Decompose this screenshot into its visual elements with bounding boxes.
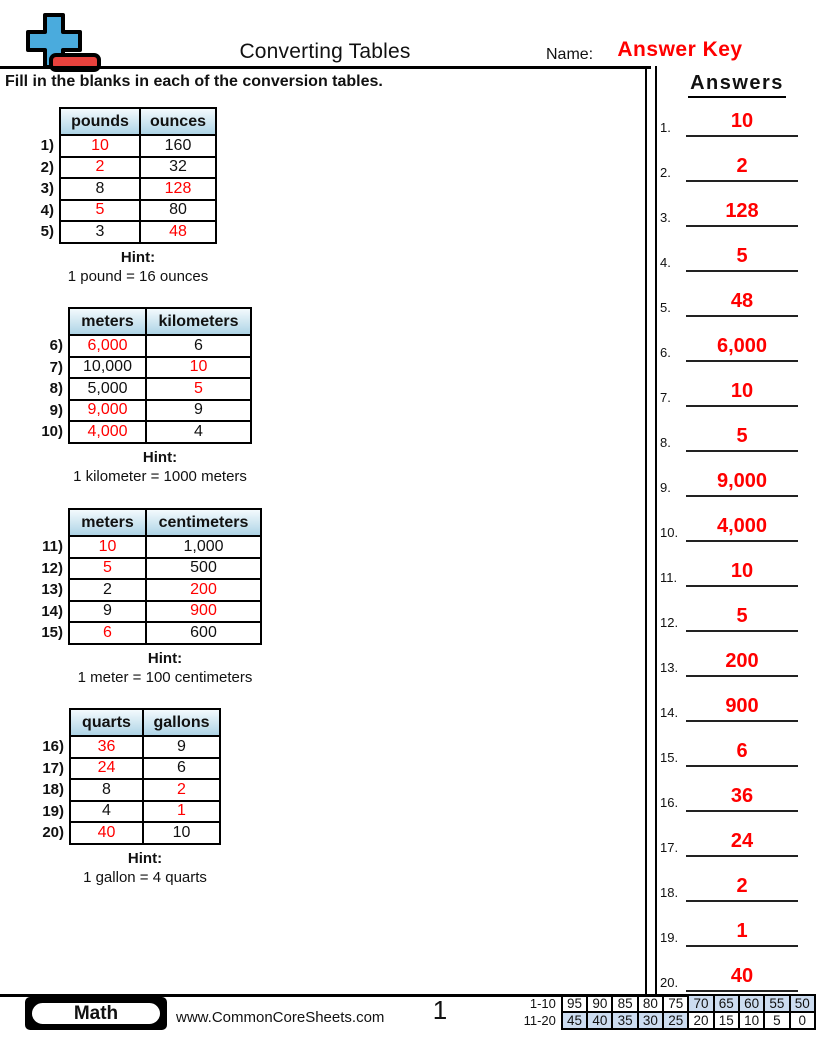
- table-row: [25, 579, 261, 601]
- table-cell: 128: [140, 178, 216, 200]
- table-cell: 80: [140, 200, 216, 222]
- score-cell: 75: [663, 995, 688, 1012]
- answer-number: 10.: [660, 525, 679, 540]
- table-row: [16, 157, 216, 179]
- answer-value: 5: [736, 245, 748, 267]
- score-cell: 0: [790, 1012, 815, 1029]
- table-cell: 32: [140, 157, 216, 179]
- table-cell: 24: [70, 758, 143, 780]
- row-number: 16): [42, 738, 64, 756]
- score-cell: 80: [638, 995, 663, 1012]
- answer-item: [658, 364, 816, 409]
- answer-number: 2.: [660, 165, 671, 180]
- hint-text: 1 gallon = 4 quarts: [83, 868, 207, 886]
- table-cell: 36: [70, 736, 143, 758]
- answer-blank-line: [686, 765, 798, 767]
- answer-blank-line: [686, 135, 798, 137]
- answers-list: [658, 94, 816, 994]
- instruction-text: Fill in the blanks in each of the conversion tables.: [5, 73, 383, 90]
- answer-item: [658, 949, 816, 994]
- answer-item: [658, 634, 816, 679]
- score-cell: 35: [612, 1012, 637, 1029]
- answer-number: 16.: [660, 795, 679, 810]
- table-row: [25, 601, 261, 623]
- row-number: 10): [41, 423, 63, 441]
- score-cell: 20: [688, 1012, 713, 1029]
- column-header: pounds: [60, 108, 140, 135]
- answer-blank-line: [686, 450, 798, 452]
- score-range-label: 11-20: [523, 1013, 556, 1028]
- answer-number: 1.: [660, 120, 671, 135]
- answer-blank-line: [686, 675, 798, 677]
- answer-number: 11.: [660, 570, 678, 585]
- column-header: ounces: [140, 108, 216, 135]
- answer-number: 3.: [660, 210, 671, 225]
- score-cell: 60: [739, 995, 764, 1012]
- answer-key-label: Answer Key: [617, 38, 743, 61]
- answer-item: [658, 814, 816, 859]
- answer-blank-line: [686, 900, 798, 902]
- conversion-table-block-meters-centimeters: [25, 508, 262, 686]
- answer-number: 6.: [660, 345, 671, 360]
- conversion-table: [25, 508, 262, 645]
- answer-number: 4.: [660, 255, 671, 270]
- score-cell: 25: [663, 1012, 688, 1029]
- answer-value: 6,000: [716, 335, 768, 357]
- answer-item: [658, 454, 816, 499]
- score-range-label: 1-10: [529, 996, 556, 1011]
- answer-value: 2: [736, 155, 748, 177]
- row-number: 20): [42, 824, 64, 842]
- hint-label: Hint:: [147, 649, 183, 667]
- table-row: [16, 200, 216, 222]
- answer-value: 4,000: [716, 515, 768, 537]
- answer-number: 13.: [660, 660, 679, 675]
- table-cell: 2: [69, 579, 146, 601]
- answer-value: 24: [730, 830, 754, 852]
- answer-value: 10: [730, 560, 754, 582]
- answer-value: 128: [725, 200, 759, 222]
- table-cell: 4: [146, 421, 251, 443]
- answer-item: [658, 274, 816, 319]
- table-cell: 5: [146, 378, 251, 400]
- answer-blank-line: [686, 720, 798, 722]
- table-row: [25, 536, 261, 558]
- row-number: 12): [41, 559, 63, 577]
- answer-number: 17.: [660, 840, 679, 855]
- answer-number: 14.: [660, 705, 679, 720]
- hint-label: Hint:: [127, 849, 163, 867]
- answer-number: 9.: [660, 480, 671, 495]
- hint-text: 1 pound = 16 ounces: [67, 267, 209, 285]
- answer-blank-line: [686, 810, 798, 812]
- table-row: [26, 801, 220, 823]
- table-row: [25, 357, 251, 379]
- answer-value: 10: [730, 110, 754, 132]
- answer-item: [658, 229, 816, 274]
- subject-badge-label: Math: [30, 1001, 162, 1026]
- answer-item: [658, 544, 816, 589]
- page-number: 1: [432, 995, 448, 1025]
- table-cell: 5: [69, 558, 146, 580]
- conversion-table-block-quarts-gallons: [26, 708, 221, 886]
- answer-blank-line: [686, 855, 798, 857]
- answer-item: [658, 589, 816, 634]
- table-header-row: [25, 308, 251, 335]
- table-cell: 500: [146, 558, 261, 580]
- table-row: [26, 822, 220, 844]
- table-cell: 6: [146, 335, 251, 357]
- name-label: Name:: [546, 46, 594, 63]
- score-cell: 65: [714, 995, 739, 1012]
- answer-blank-line: [686, 495, 798, 497]
- table-cell: 10: [146, 357, 251, 379]
- table-row: [25, 378, 251, 400]
- answer-value: 5: [736, 425, 748, 447]
- answer-number: 8.: [660, 435, 671, 450]
- table-cell: 8: [60, 178, 140, 200]
- table-row: [16, 135, 216, 157]
- table-cell: 5,000: [69, 378, 146, 400]
- score-cell: 50: [790, 995, 815, 1012]
- answer-item: [658, 184, 816, 229]
- table-row: [26, 779, 220, 801]
- answer-blank-line: [686, 270, 798, 272]
- answer-item: [658, 679, 816, 724]
- hint-text: 1 kilometer = 1000 meters: [73, 467, 247, 485]
- website-url: www.CommonCoreSheets.com: [176, 1009, 385, 1026]
- answer-value: 1: [736, 920, 748, 942]
- table-cell: 9,000: [69, 400, 146, 422]
- conversion-table: [25, 307, 252, 444]
- table-cell: 5: [60, 200, 140, 222]
- column-header: kilometers: [146, 308, 251, 335]
- row-number: 13): [41, 581, 63, 599]
- table-header-row: [16, 108, 216, 135]
- table-cell: 48: [140, 221, 216, 243]
- answer-blank-line: [686, 630, 798, 632]
- row-number: 6): [49, 337, 63, 355]
- answer-number: 12.: [660, 615, 679, 630]
- answers-divider-line: [645, 66, 657, 994]
- answer-blank-line: [686, 405, 798, 407]
- answer-item: [658, 139, 816, 184]
- table-cell: 600: [146, 622, 261, 644]
- answer-blank-line: [686, 585, 798, 587]
- answer-number: 7.: [660, 390, 671, 405]
- table-row: [16, 178, 216, 200]
- table-cell: 2: [60, 157, 140, 179]
- row-number: 2): [40, 158, 54, 176]
- row-number: 14): [41, 602, 63, 620]
- table-cell: 9: [146, 400, 251, 422]
- table-row: [25, 421, 251, 443]
- conversion-table-block-pounds-ounces: [16, 107, 217, 285]
- answer-item: [658, 769, 816, 814]
- table-row: [25, 400, 251, 422]
- answer-value: 9,000: [716, 470, 768, 492]
- column-header: meters: [69, 308, 146, 335]
- table-row: [16, 221, 216, 243]
- table-header-row: [26, 709, 220, 736]
- row-number: 18): [42, 781, 64, 799]
- answer-value: 36: [730, 785, 754, 807]
- column-header: meters: [69, 509, 146, 536]
- hint-label: Hint:: [142, 448, 178, 466]
- answer-blank-line: [686, 225, 798, 227]
- score-cell: 40: [587, 1012, 612, 1029]
- score-cell: 5: [764, 1012, 789, 1029]
- row-number: 1): [40, 137, 54, 155]
- table-cell: 10: [60, 135, 140, 157]
- column-header: quarts: [70, 709, 143, 736]
- answer-value: 200: [725, 650, 759, 672]
- table-cell: 4: [70, 801, 143, 823]
- answer-item: [658, 499, 816, 544]
- answer-item: [658, 904, 816, 949]
- score-cell: 55: [764, 995, 789, 1012]
- row-number: 3): [40, 180, 54, 198]
- table-cell: 9: [143, 736, 220, 758]
- row-number: 17): [42, 759, 64, 777]
- row-number: 11): [42, 538, 63, 556]
- subject-badge: [25, 997, 167, 1030]
- page-title: Converting Tables: [239, 40, 411, 63]
- conversion-table-block-meters-kilometers: [25, 307, 252, 485]
- row-number: 5): [40, 223, 54, 241]
- table-cell: 2: [143, 779, 220, 801]
- table-cell: 200: [146, 579, 261, 601]
- table-cell: 4,000: [69, 421, 146, 443]
- table-cell: 9: [69, 601, 146, 623]
- table-cell: 6: [69, 622, 146, 644]
- score-cell: 10: [739, 1012, 764, 1029]
- row-number: 15): [41, 624, 63, 642]
- answer-blank-line: [686, 540, 798, 542]
- table-cell: 10: [143, 822, 220, 844]
- conversion-table: [26, 708, 221, 845]
- answer-value: 6: [736, 740, 748, 762]
- table-cell: 1,000: [146, 536, 261, 558]
- table-cell: 900: [146, 601, 261, 623]
- table-row: [25, 622, 261, 644]
- score-row: [519, 995, 815, 1012]
- answer-blank-line: [686, 360, 798, 362]
- table-cell: 40: [70, 822, 143, 844]
- answer-number: 15.: [660, 750, 679, 765]
- column-header: gallons: [143, 709, 220, 736]
- answer-value: 10: [730, 380, 754, 402]
- answer-item: [658, 724, 816, 769]
- answer-blank-line: [686, 945, 798, 947]
- column-header: centimeters: [146, 509, 261, 536]
- answer-value: 5: [736, 605, 748, 627]
- answer-item: [658, 409, 816, 454]
- answer-item: [658, 319, 816, 364]
- answer-value: 2: [736, 875, 748, 897]
- table-row: [26, 736, 220, 758]
- hint-label: Hint:: [120, 248, 156, 266]
- score-cell: 15: [714, 1012, 739, 1029]
- answer-number: 18.: [660, 885, 679, 900]
- answer-blank-line: [686, 180, 798, 182]
- answer-number: 19.: [660, 930, 679, 945]
- row-number: 7): [49, 358, 63, 376]
- table-cell: 10: [69, 536, 146, 558]
- score-cell: 95: [562, 995, 587, 1012]
- row-number: 19): [42, 802, 64, 820]
- table-cell: 3: [60, 221, 140, 243]
- conversion-table: [16, 107, 217, 244]
- answer-blank-line: [686, 315, 798, 317]
- answer-number: 20.: [660, 975, 679, 990]
- table-cell: 1: [143, 801, 220, 823]
- score-cell: 45: [562, 1012, 587, 1029]
- table-cell: 10,000: [69, 357, 146, 379]
- table-row: [25, 335, 251, 357]
- answers-title: Answers: [688, 72, 786, 98]
- score-row: [519, 1012, 815, 1029]
- answer-value: 900: [725, 695, 759, 717]
- table-cell: 6,000: [69, 335, 146, 357]
- table-cell: 160: [140, 135, 216, 157]
- grading-table: [519, 994, 816, 1030]
- hint-text: 1 meter = 100 centimeters: [77, 668, 253, 686]
- answer-value: 40: [730, 965, 754, 987]
- row-number: 9): [49, 401, 63, 419]
- table-cell: 8: [70, 779, 143, 801]
- table-header-row: [25, 509, 261, 536]
- score-cell: 30: [638, 1012, 663, 1029]
- answer-item: [658, 859, 816, 904]
- answer-value: 48: [730, 290, 754, 312]
- table-row: [26, 758, 220, 780]
- score-cell: 90: [587, 995, 612, 1012]
- score-cell: 70: [688, 995, 713, 1012]
- row-number: 4): [40, 201, 54, 219]
- table-row: [25, 558, 261, 580]
- row-number: 8): [49, 380, 63, 398]
- table-cell: 6: [143, 758, 220, 780]
- answer-blank-line: [686, 990, 798, 992]
- score-cell: 85: [612, 995, 637, 1012]
- answer-number: 5.: [660, 300, 671, 315]
- header-rule: [0, 66, 651, 69]
- answer-item: [658, 94, 816, 139]
